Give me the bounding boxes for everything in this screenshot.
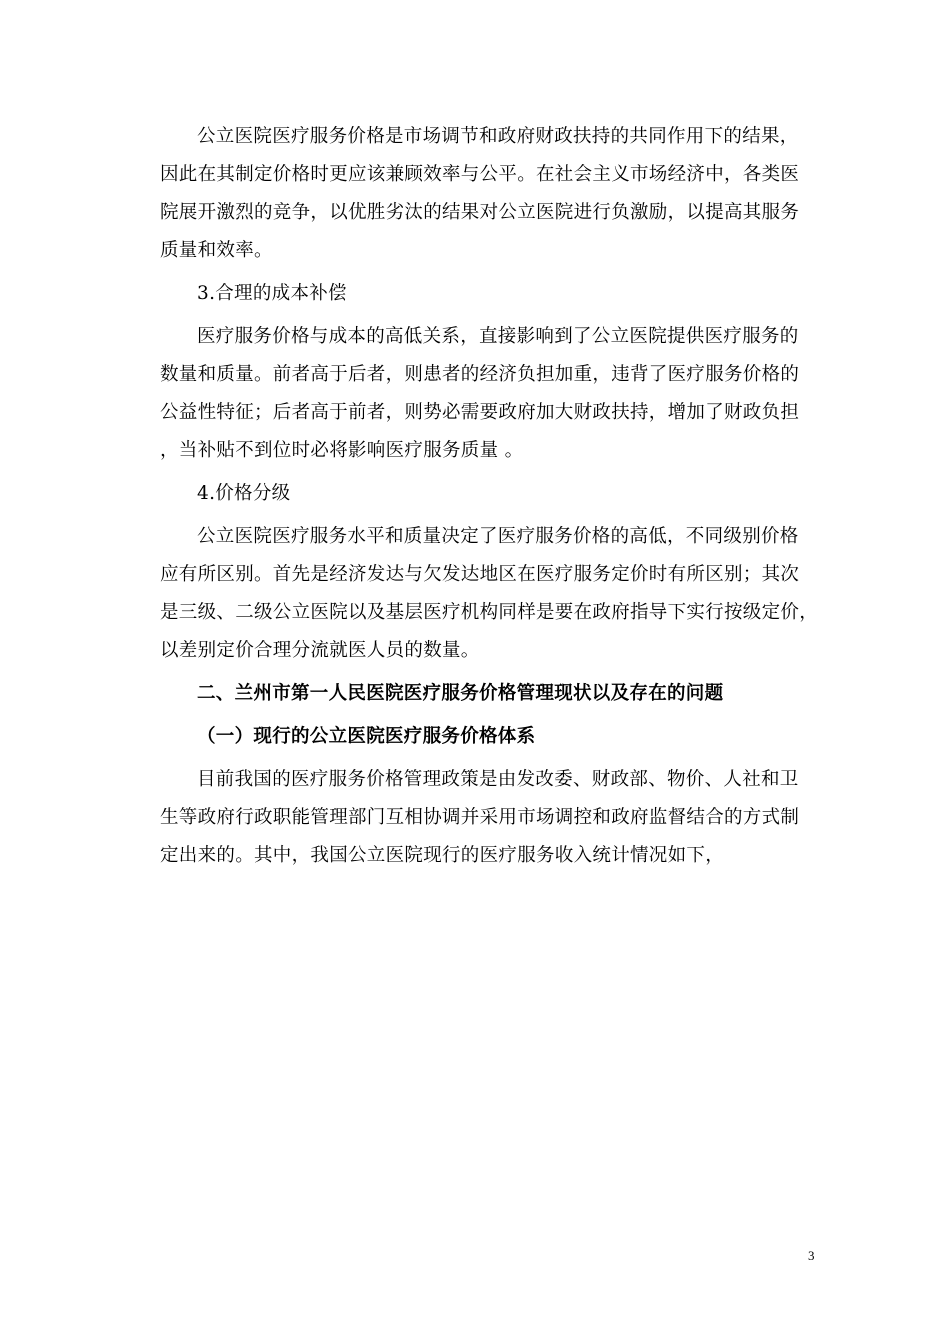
text-line: 医疗服务价格与成本的高低关系，直接影响到了公立医院提供医疗服务的 — [197, 326, 799, 347]
text-line: 公益性特征；后者高于前者，则势必需要政府加大财政扶持，增加了财政负担 — [160, 402, 800, 423]
section-heading-cost-compensation: 3.合理的成本补偿 — [197, 283, 347, 304]
text-line: 定出来的。其中，我国公立医院现行的医疗服务收入统计情况如下， — [160, 845, 725, 866]
text-line: 质量和效率。 — [160, 240, 273, 261]
paragraph-efficiency-fairness — [160, 118, 820, 270]
text-line: 公立医院医疗服务水平和质量决定了医疗服务价格的高低，不同级别价格 — [197, 526, 799, 547]
text-line: 目前我国的医疗服务价格管理政策是由发改委、财政部、物价、人社和卫 — [197, 769, 799, 790]
section-heading-price-grading: 4.价格分级 — [197, 483, 291, 504]
paragraph-price-policy — [160, 761, 820, 875]
subsection-heading: （一）现行的公立医院医疗服务价格体系 — [197, 726, 536, 747]
text-line: 因此在其制定价格时更应该兼顾效率与公平。在社会主义市场经济中，各类医 — [160, 164, 800, 185]
text-line: 生等政府行政职能管理部门互相协调并采用市场调控和政府监督结合的方式制 — [160, 807, 800, 828]
text-line: 以差别定价合理分流就医人员的数量。 — [160, 640, 480, 661]
document-body — [160, 118, 820, 880]
paragraph-price-grading — [160, 518, 820, 670]
text-line: 是三级、二级公立医院以及基层医疗机构同样是要在政府指导下实行按级定价， — [160, 602, 819, 623]
paragraph-cost-compensation — [160, 318, 820, 470]
text-line: 应有所区别。首先是经济发达与欠发达地区在医疗服务定价时有所区别；其次 — [160, 564, 800, 585]
text-line: ，当补贴不到位时必将影响医疗服务质量 。 — [160, 440, 524, 461]
text-line: 院展开激烈的竞争，以优胜劣汰的结果对公立医院进行负激励，以提高其服务 — [160, 202, 800, 223]
text-line: 公立医院医疗服务价格是市场调节和政府财政扶持的共同作用下的结果， — [197, 126, 799, 147]
text-line: 数量和质量。前者高于后者，则患者的经济负担加重，违背了医疗服务价格的 — [160, 364, 800, 385]
chapter-heading: 二、兰州市第一人民医院医疗服务价格管理现状以及存在的问题 — [197, 683, 724, 704]
page-number: 3 — [808, 1248, 815, 1263]
